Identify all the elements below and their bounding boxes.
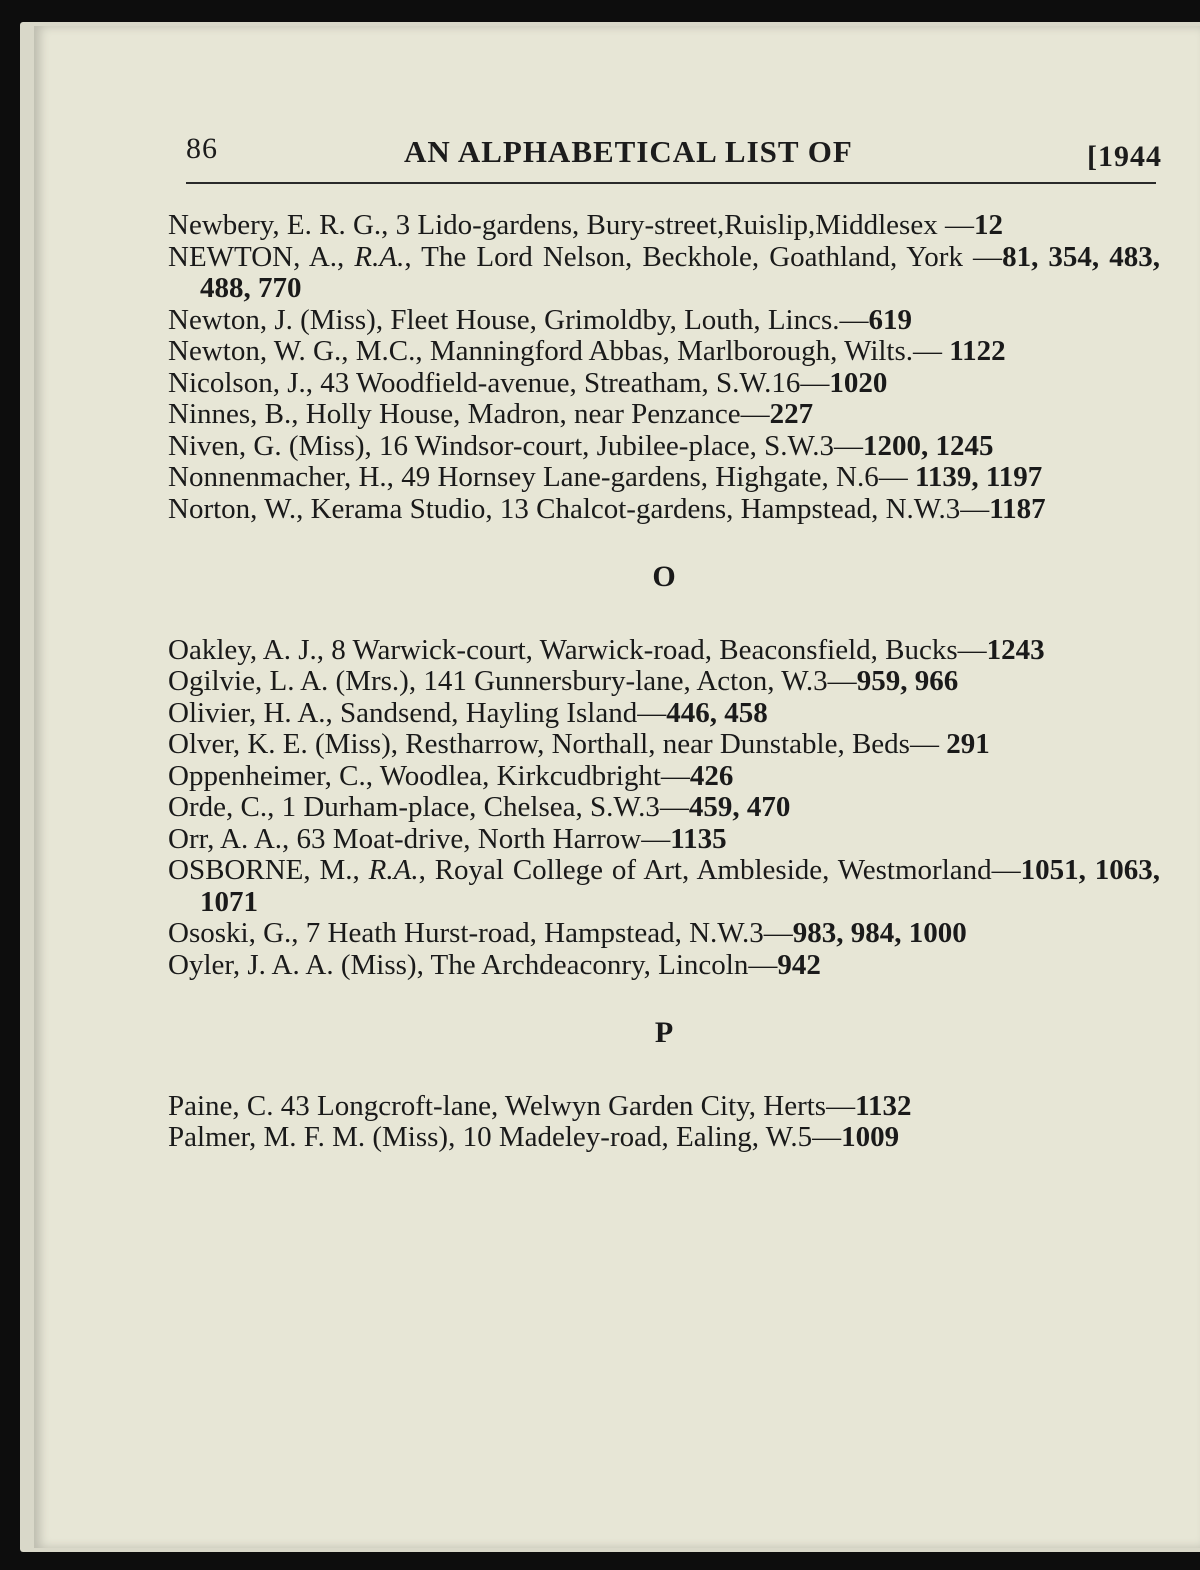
entry-references: 227 [769,398,814,430]
entry-name: Olver, K. E. (Miss), [168,728,399,760]
directory-list [168,210,1160,1154]
entry-name: Newton, J. (Miss), [168,303,384,336]
entry-address: , The Lord Nelson, Beckhole, Goathland, York — [404,240,1003,273]
directory-entry [168,431,1160,463]
directory-entry [168,242,1160,305]
entry-title: R.A. [368,854,419,886]
entry-title: R.A. [354,240,405,273]
entry-references: 426 [689,759,734,792]
directory-entry [168,698,1160,730]
directory-entry [168,462,1160,494]
entry-references: 1243 [986,633,1045,666]
entry-name: Niven, G. (Miss), [168,429,372,462]
entry-address: 10 Madeley-road, Ealing, W.5— [455,1121,842,1153]
entry-address: Woodlea, Kirkcudbright— [373,759,690,792]
entry-name: Orde, C., [168,791,275,823]
entry-name: Orr, A. A., [168,822,290,855]
entry-address: Fleet House, Grimoldby, Louth, Lincs.— [383,303,869,336]
directory-entry [168,792,1160,824]
entry-address: Holly House, Madron, near Penzance— [298,398,770,430]
entry-address: 16 Windsor-court, Jubilee-place, S.W.3— [371,429,863,462]
entry-address: , Royal College of Art, Ambleside, Westmorland— [418,854,1021,886]
entries-n [168,210,1160,525]
directory-entry [168,336,1160,368]
entry-references: 1139, 1197 [915,461,1043,493]
entry-name: Olivier, H. A., [168,696,333,729]
entry-name: Newton, W. G., M.C., [168,335,423,367]
directory-entry [168,761,1160,793]
directory-entry [168,494,1160,526]
entry-name: Ninnes, B., [168,398,299,430]
page-number: 86 [186,132,218,165]
entry-name: Palmer, M. F. M. (Miss), [168,1121,456,1153]
section-heading-p: P [654,1016,674,1049]
entry-address: 43 Woodfield-avenue, Streatham, S.W.16— [313,366,830,399]
entry-name: Ogilvie, L. A. (Mrs.), [168,665,417,697]
entry-address: Kerama Studio, 13 Chalcot-gardens, Hampstead, N.W.3— [303,492,990,525]
entry-address: 3 Lido-gardens, Bury-street,Ruislip,Middlesex — [388,209,974,241]
entry-references: 459, 470 [688,791,791,823]
entry-name: Nicolson, J., [168,366,313,399]
entry-references: 1132 [855,1089,912,1122]
entry-references: 1051, 1063, 1071 [200,854,1161,918]
directory-entry [168,635,1160,667]
entry-address: Sandsend, Hayling Island— [332,696,667,729]
directory-entry [168,305,1160,337]
entry-name: Oppenheimer, C., [168,759,374,792]
entry-name: Norton, W., [168,492,304,525]
directory-entry [168,210,1160,242]
header-rule [186,182,1156,184]
entry-name: OSBORNE, M., [168,854,360,886]
entry-name: Oyler, J. A. A. (Miss), [168,948,424,981]
entry-references: 942 [777,948,821,981]
directory-entry [168,666,1160,698]
directory-entry [168,855,1160,918]
entry-name: Newbery, E. R. G., [168,209,389,241]
entry-address: 43 Longcroft-lane, Welwyn Garden City, Herts— [273,1089,856,1122]
entries-p [168,1091,1160,1154]
entry-references: 983, 984, 1000 [792,917,967,949]
directory-entry [168,824,1160,856]
directory-entry [168,1091,1160,1123]
entries-o [168,635,1160,982]
entry-references: 1122 [949,335,1006,367]
entry-address: 7 Heath Hurst-road, Hampstead, N.W.3— [298,917,793,949]
entry-references: 959, 966 [856,665,959,697]
directory-entry [168,918,1160,950]
directory-entry [168,1122,1160,1154]
header-year: [1944 [1087,140,1162,173]
entry-address: 8 Warwick-court, Warwick-road, Beaconsfield, Bucks— [324,633,987,666]
entry-address: Manningford Abbas, Marlborough, Wilts.— [422,335,950,367]
entry-references: 619 [868,303,913,336]
entry-name: Nonnenmacher, H., [168,461,394,493]
entry-address: 63 Moat-drive, North Harrow— [289,822,671,855]
entry-references: 291 [946,728,990,760]
entry-name: Paine, C. [168,1089,274,1122]
entry-address: Restharrow, Northall, near Dunstable, Beds— [398,728,947,760]
entry-address: 49 Hornsey Lane-gardens, Highgate, N.6— [393,461,915,493]
entry-references: 1187 [989,492,1046,525]
directory-entry [168,729,1160,761]
directory-entry [168,950,1160,982]
entry-name: NEWTON, A., [168,240,345,273]
entry-references: 1135 [670,822,727,855]
entry-references: 446, 458 [666,696,768,729]
entry-references: 12 [973,209,1003,241]
running-header [186,128,1162,178]
section-heading-o: O [652,560,676,593]
directory-entry [168,368,1160,400]
entry-address: The Archdeaconry, Lincoln— [423,948,778,981]
running-title: AN ALPHABETICAL LIST OF [404,134,853,169]
entry-references: 81, 354, 483, 488, 770 [200,240,1161,304]
entry-name: Oakley, A. J., [168,633,324,666]
entry-references: 1020 [829,366,888,399]
entry-name: Ososki, G., [168,917,299,949]
entry-address: 141 Gunnersbury-lane, Acton, W.3— [416,665,857,697]
directory-entry [168,399,1160,431]
entry-address: 1 Durham-place, Chelsea, S.W.3— [274,791,689,823]
entry-references: 1200, 1245 [862,429,994,462]
entry-references: 1009 [841,1121,900,1153]
